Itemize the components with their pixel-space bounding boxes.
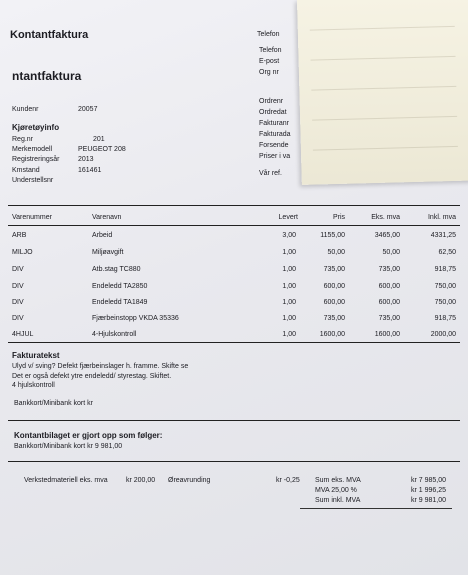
col-varenavn: Varenavn	[92, 214, 122, 221]
sticky-line	[312, 116, 457, 121]
priser-label: Priser i va	[259, 153, 291, 160]
row-levert: 1,00	[282, 299, 296, 306]
ordredato-label: Ordredat	[259, 109, 287, 116]
sticky-line	[311, 86, 456, 91]
vehicle-value: 2013	[78, 156, 94, 163]
row-eks-mva: 600,00	[378, 283, 400, 290]
oreavrunding-value: kr -0,25	[276, 477, 300, 484]
row-varenavn: Arbeid	[92, 232, 113, 239]
kundenr-label: Kundenr	[12, 106, 39, 113]
row-pris: 1155,00	[320, 232, 345, 239]
invoice-title: Kontantfaktura	[10, 29, 89, 41]
row-varenummer: MILJO	[12, 249, 33, 256]
row-varenummer: DIV	[12, 283, 24, 290]
sum-inkl-label: Sum inkl. MVA	[315, 497, 361, 504]
row-levert: 1,00	[282, 315, 296, 322]
orgnr-label: Org nr	[259, 69, 279, 76]
row-levert: 1,00	[282, 266, 296, 273]
vehicle-label: Reg.nr	[12, 136, 34, 143]
totals-rule	[300, 508, 452, 509]
vehicle-value: PEUGEOT 208	[78, 146, 126, 153]
sticky-line	[313, 146, 458, 151]
row-levert: 1,00	[282, 283, 296, 290]
col-levert: Levert	[278, 214, 298, 221]
col-eks-mva: Eks. mva	[371, 214, 400, 221]
kundenr-value: 20057	[78, 106, 98, 113]
row-inkl-mva: 918,75	[434, 315, 456, 322]
vehicle-label: Understellsnr	[12, 177, 54, 184]
sum-eks-value: kr 7 985,00	[410, 477, 446, 484]
forsendelse-label: Forsende	[259, 142, 289, 149]
vehicle-value: 161461	[78, 167, 102, 174]
row-inkl-mva: 750,00	[434, 283, 456, 290]
row-pris: 600,00	[323, 283, 345, 290]
row-varenavn: Atb.stag TC880	[92, 266, 141, 273]
row-varenavn: Endeledd TA2850	[92, 283, 148, 290]
row-varenummer: DIV	[12, 315, 24, 322]
table-bottom-rule	[8, 342, 460, 343]
vehicle-label: Registreringsår	[12, 156, 60, 163]
fakturatekst-line: Ulyd v/ sving? Defekt fjærbeinslager h. framme. Skifte se	[12, 363, 189, 370]
col-varenummer: Varenummer	[12, 214, 52, 221]
sum-inkl-value: kr 9 981,00	[410, 497, 446, 504]
telefon-label-top: Telefon	[257, 31, 280, 38]
sticky-line	[311, 56, 456, 61]
ordrenr-label: Ordrenr	[259, 98, 284, 105]
row-levert: 1,00	[282, 331, 296, 338]
row-varenummer: ARB	[12, 232, 27, 239]
row-varenavn: Miljøavgift	[92, 249, 124, 256]
settlement-line: Bankkort/Minibank kort kr 9 981,00	[14, 443, 123, 450]
row-levert: 3,00	[282, 232, 296, 239]
row-inkl-mva: 4331,25	[430, 232, 456, 239]
row-varenavn: Endeledd TA1849	[92, 299, 148, 306]
epost-label: E-post	[259, 58, 280, 65]
row-pris: 50,00	[327, 249, 345, 256]
row-varenavn: Fjærbeinstopp VKDA 35336	[92, 315, 179, 322]
vehicle-value: 201	[93, 136, 105, 143]
row-inkl-mva: 62,50	[438, 249, 456, 256]
sticky-line	[310, 26, 455, 31]
sum-eks-label: Sum eks. MVA	[315, 477, 361, 484]
row-varenavn: 4-Hjulskontroll	[92, 331, 137, 338]
invoice-title-cut: ntantfaktura	[12, 69, 82, 83]
row-pris: 1600,00	[319, 331, 345, 338]
row-varenummer: 4HJUL	[12, 331, 34, 338]
row-pris: 735,00	[323, 266, 345, 273]
row-pris: 735,00	[323, 315, 345, 322]
settlement-heading: Kontantbilaget er gjort opp som følger:	[14, 431, 163, 440]
row-inkl-mva: 2000,00	[430, 331, 456, 338]
vehicle-label: Kmstand	[12, 167, 40, 174]
row-varenummer: DIV	[12, 299, 24, 306]
col-inkl-mva: Inkl. mva	[427, 214, 456, 221]
oreavrunding-label: Øreavrunding	[168, 477, 211, 484]
fakturatekst-line: 4 hjulskontroll	[12, 382, 55, 389]
row-inkl-mva: 750,00	[434, 299, 456, 306]
row-levert: 1,00	[282, 249, 296, 256]
row-eks-mva: 735,00	[378, 315, 400, 322]
fakturanr-label: Fakturanr	[259, 120, 289, 127]
vehicle-heading: Kjøretøyinfo	[12, 123, 60, 132]
row-eks-mva: 50,00	[382, 249, 400, 256]
table-top-rule	[8, 205, 460, 206]
row-eks-mva: 600,00	[378, 299, 400, 306]
var-ref-label: Vår ref.	[259, 170, 282, 177]
row-eks-mva: 1600,00	[374, 331, 400, 338]
row-eks-mva: 3465,00	[374, 232, 400, 239]
table-header-rule	[8, 225, 460, 226]
mva-value: kr 1 996,25	[410, 487, 446, 494]
col-pris: Pris	[332, 214, 345, 221]
row-varenummer: DIV	[12, 266, 24, 273]
vehicle-label: Merkemodell	[12, 146, 53, 153]
fakturatekst-line: Det er også defekt ytre endeledd/ styrestag. Skiftet.	[12, 373, 172, 380]
settlement-bottom-rule	[8, 461, 460, 462]
telefon-label: Telefon	[259, 47, 282, 54]
fakturadato-label: Fakturada	[259, 131, 291, 138]
sticky-note	[297, 0, 468, 185]
verksted-label: Verkstedmateriell eks. mva	[24, 477, 108, 484]
row-eks-mva: 735,00	[378, 266, 400, 273]
row-inkl-mva: 918,75	[434, 266, 456, 273]
mva-label: MVA 25,00 %	[315, 487, 357, 494]
settlement-top-rule	[8, 420, 460, 421]
row-pris: 600,00	[323, 299, 345, 306]
payment-method: Bankkort/Minibank kort kr	[14, 400, 93, 407]
fakturatekst-heading: Fakturatekst	[12, 351, 60, 360]
verksted-value: kr 200,00	[126, 477, 156, 484]
